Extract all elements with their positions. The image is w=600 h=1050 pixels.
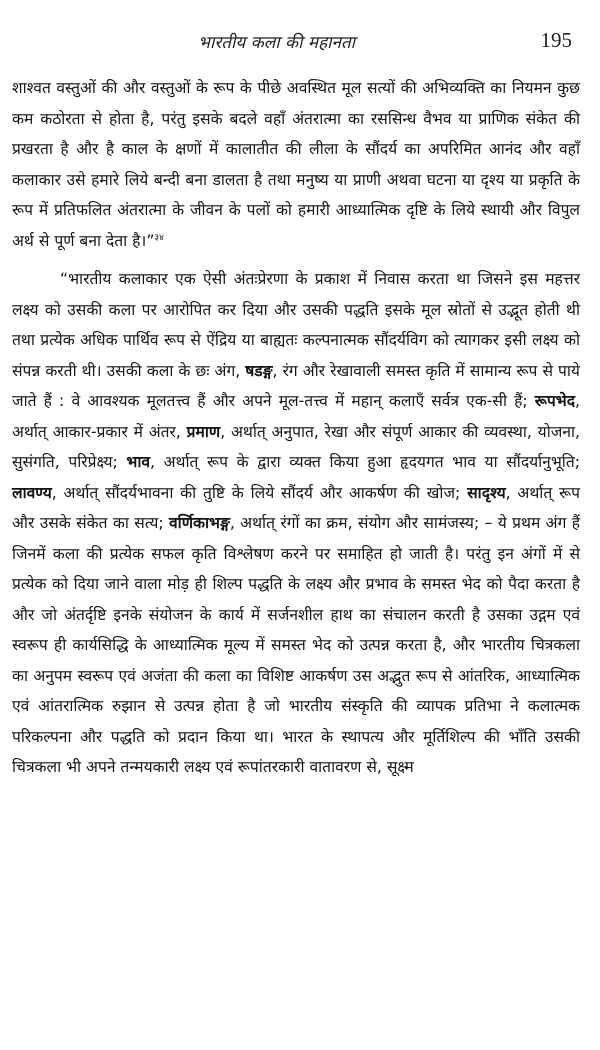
body-text [12, 73, 580, 783]
paragraph-2-text: , रंग और रेखावाली समस्त कृति में सामान्य रूप से पाये जाते हैं : वे आवश्यक मूलतत्त्व हैं और अपने मूल-तत्त्व में महान् कलाएँ सर्वत्र एक-सी हैं; [12, 361, 580, 410]
paragraph-2-text: , अर्थात् आकार-प्रकार में अंतर, [12, 392, 580, 441]
paragraph-2-text: , अर्थात् रूप के द्वारा व्यक्त किया हुआ हृदयगत भाव या सौंदर्यानुभूति; [150, 453, 580, 471]
paragraph-2-text: , अर्थात् रूप और उसके संकेत का सत्य; [12, 483, 581, 532]
page-number: 195 [540, 28, 572, 52]
term-pramana: प्रमाण [186, 422, 221, 441]
term-shadanga: षडङ्ग [245, 361, 273, 380]
paragraph-2-text: “भारतीय कलाकार एक ऐसी अंतःप्रेरणा के प्रकाश में निवास करता था जिसने इस महत्तर लक्ष्य को उसकी कला पर आरोपित कर दिया और उसकी पद्धति इसके मूल स्रोतों से उद्भूत होती थी तथा प्रत्येक अधिक पार्थिव रूप से ऐंद्रिय या बाह्यतः कल्पनात्मक सौंदर्यविग को त्यागकर इसी लक्ष्य को संपन्न करती थी। उसकी कला के छः अंग, [12, 270, 580, 380]
term-lavanya: लावण्य [12, 483, 52, 502]
paragraph-2 [12, 264, 580, 783]
term-bhava: भाव [126, 453, 151, 471]
term-sadrishya: सादृश्य [467, 483, 506, 502]
paragraph-1-text: शाश्वत वस्तुओं की और वस्तुओं के रूप के पीछे अवस्थित मूल सत्यों की अभिव्यक्ति का नियमन कुछ कम कठोरता से होता है, परंतु इसके बदले वहाँ अंतरात्मा का रससिन्ध वैभव या प्राणिक संकेत की प्रखरता है और है काल के क्षणों में कालातीत की लीला के सौंदर्य का अपरिमित आनंद और वहाँ कलाकार उसे हमारे लिये बन्दी बना डालता है तथा मनुष्य या प्राणी अथवा घटना या दृश्य या प्रकृति के रूप में प्रतिफलित अंतरात्मा के जीवन के पलों को हमारी आध्यात्मिक दृष्टि के लिये स्थायी और विपुल अर्थ से पूर्ण बना देता है।” [12, 79, 580, 250]
term-varnikabhanga: वर्णिकाभङ्ग [169, 514, 230, 532]
paragraph-1 [12, 73, 580, 256]
paragraph-2-text: , अर्थात् रंगों का क्रम, संयोग और सामंजस्य; – ये प्रथम अंग हैं जिनमें कला की प्रत्येक सफल कृति विश्लेषण करने पर समाहित हो जाती है। परंतु इन अंगों में से प्रत्येक को दिया जाने वाला मोड़ ही शिल्प पद्धति के लक्ष्य और प्रभाव के समस्त भेद को पैदा करता है और जो अंतर्दृष्टि इनके संयोजन के कार्य में सर्जनशील हाथ का संचालन करती है उसका उद्गम एवं स्वरूप ही कार्यसिद्धि के आध्यात्मिक मूल्य में समस्त भेद को उत्पन्न करता है, और भारतीय चित्रकला का अनुपम स्वरूप एवं अजंता की कला का विशिष्ट आकर्षण उस अद्भुत रूप से आंतरिक, आध्यात्मिक एवं आंतरात्मिक रुझान से उत्पन्न होता है जो भारतीय संस्कृति की व्यापक प्रतिभा ने कलात्मक परिकल्पना और पद्धति को प्रदान किया था। भारत के स्थापत्य और मूर्तिशिल्प की भाँति उसकी चित्रकला भी अपने तन्मयकारी लक्ष्य एवं रूपांतरकारी वातावरण से, सूक्ष्म [12, 514, 580, 776]
paragraph-2-text: , अर्थात् सौंदर्यभावना की तुष्टि के लिये सौंदर्य और आकर्षण की खोज; [51, 483, 461, 502]
running-title: भारतीय कला की महानता [198, 33, 356, 53]
footnote-marker: ३४ [154, 232, 164, 243]
paragraph-2-text: , अर्थात् अनुपात, रेखा और संपूर्ण आकार की व्यवस्था, योजना, सुसंगति, परिप्रेक्ष्य; [12, 422, 580, 471]
term-rupabheda: रूपभेद [534, 392, 576, 410]
